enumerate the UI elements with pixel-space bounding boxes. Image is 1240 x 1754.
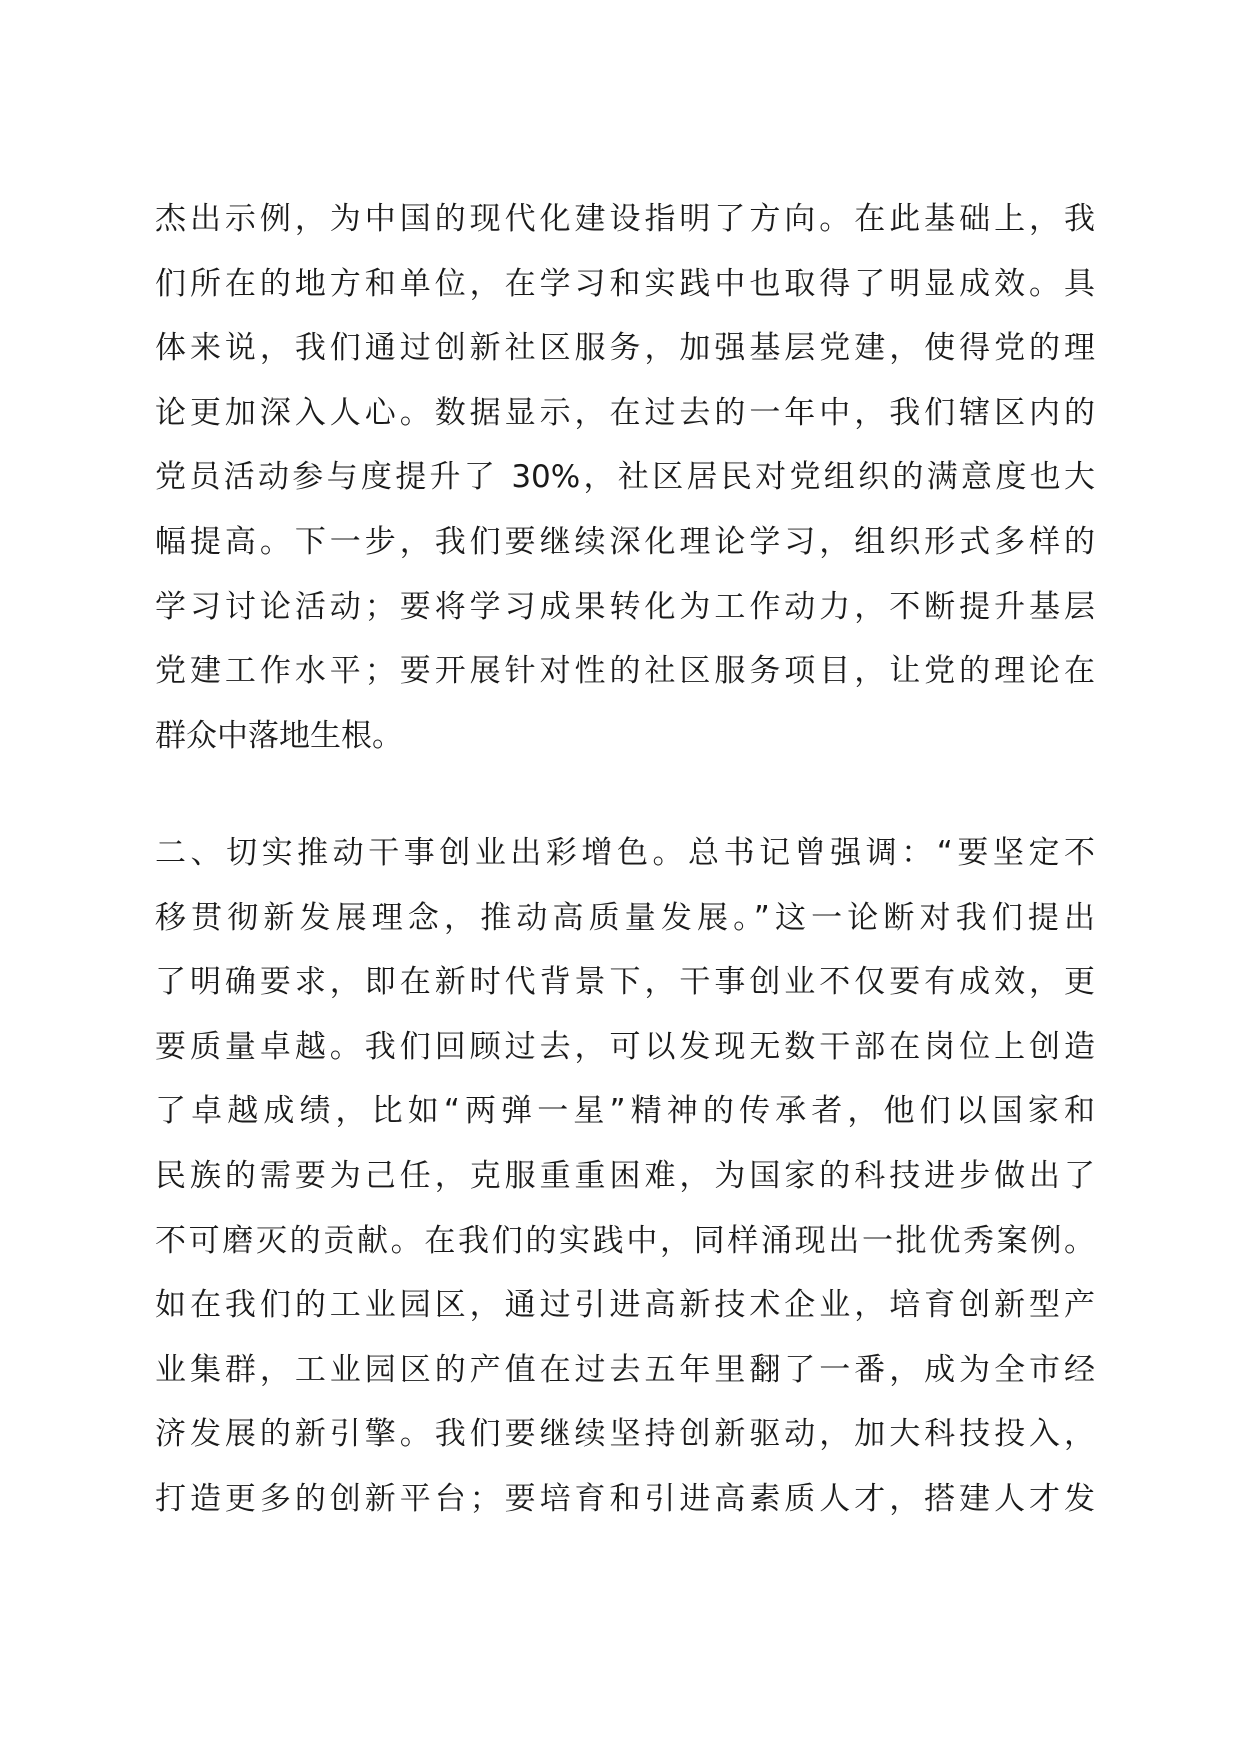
text-line: 论更加深入人心。数据显示，在过去的一年中，我们辖区内的 [155, 394, 1095, 431]
paragraph-2 [155, 821, 1095, 1532]
text-line: 打造更多的创新平台；要培育和引进高素质人才，搭建人才发 [155, 1480, 1095, 1517]
text-line: 党员活动参与度提升了 30%，社区居民对党组织的满意度也大 [155, 459, 1095, 496]
text-line: 移贯彻新发展理念，推动高质量发展。”这一论断对我们提出 [155, 899, 1095, 936]
text-line: 民族的需要为己任，克服重重困难，为国家的科技进步做出了 [155, 1157, 1095, 1194]
text-line: 济发展的新引擎。我们要继续坚持创新驱动，加大科技投入， [155, 1416, 1095, 1453]
text-line: 要质量卓越。我们回顾过去，可以发现无数干部在岗位上创造 [155, 1028, 1095, 1065]
text-line: 党建工作水平；要开展针对性的社区服务项目，让党的理论在 [155, 653, 1095, 690]
paragraph-1 [155, 187, 1095, 768]
text-line: 幅提高。下一步，我们要继续深化理论学习，组织形式多样的 [155, 523, 1095, 560]
text-line: 不可磨灭的贡献。在我们的实践中，同样涌现出一批优秀案例。 [155, 1222, 1095, 1259]
text-line: 二、切实推动干事创业出彩增色。总书记曾强调：“要坚定不 [155, 835, 1095, 871]
text-line: 体来说，我们通过创新社区服务，加强基层党建，使得党的理 [155, 330, 1095, 367]
text-line: 了明确要求，即在新时代背景下，干事创业不仅要有成效，更 [155, 964, 1095, 1001]
text-line: 群众中落地生根。 [155, 717, 403, 754]
text-line: 学习讨论活动；要将学习成果转化为工作动力，不断提升基层 [155, 588, 1095, 625]
text-line: 如在我们的工业园区，通过引进高新技术企业，培育创新型产 [155, 1287, 1095, 1324]
text-line: 杰出示例，为中国的现代化建设指明了方向。在此基础上，我 [155, 201, 1095, 237]
text-line: 业集群，工业园区的产值在过去五年里翻了一番，成为全市经 [155, 1351, 1095, 1388]
text-line: 了卓越成绩，比如“两弹一星”精神的传承者，他们以国家和 [155, 1093, 1095, 1130]
text-line: 们所在的地方和单位，在学习和实践中也取得了明显成效。具 [155, 265, 1095, 302]
